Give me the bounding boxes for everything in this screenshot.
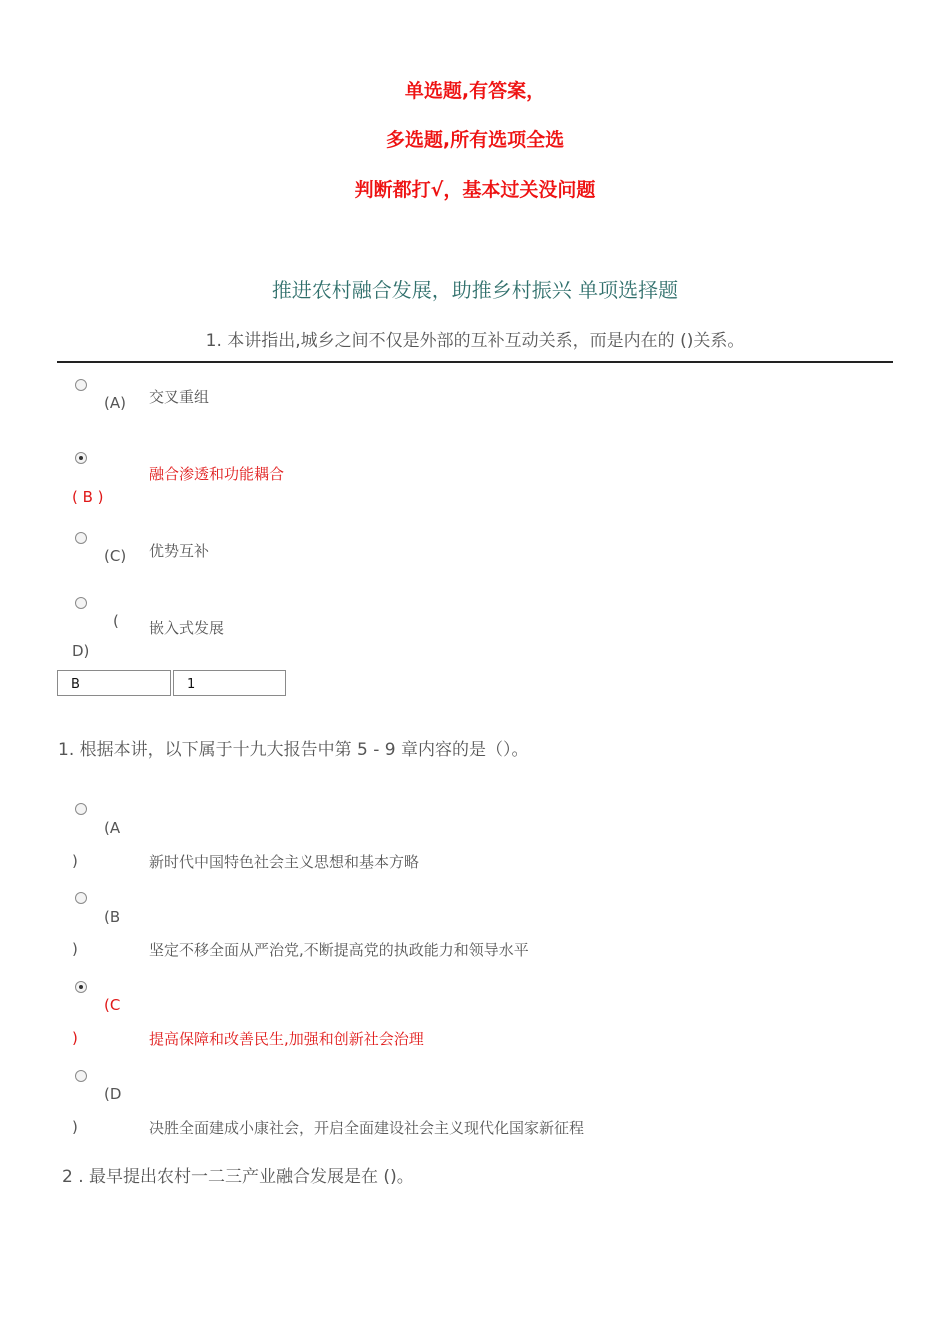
radio-q2-option-c[interactable] — [75, 981, 87, 993]
section-title: 推进农村融合发展，助推乡村振兴 单项选择题 — [271, 278, 679, 302]
question-3-text: 2 . 最早提出农村一二三产业融合发展是在 ()。 — [62, 1167, 414, 1187]
note-true-false: 判断都打√，基本过关没问题 — [354, 179, 596, 201]
radio-q2-option-a[interactable] — [75, 803, 87, 815]
q2-option-a-text: 新时代中国特色社会主义思想和基本方略 — [149, 853, 420, 871]
radio-q2-option-d[interactable] — [75, 1070, 87, 1082]
q1-option-d-letter-top: ( — [113, 612, 119, 630]
q2-option-a-letter-top: (A — [104, 819, 121, 837]
question-2-text: 1. 根据本讲，以下属于十九大报告中第 5 - 9 章内容的是（）。 — [58, 740, 529, 760]
radio-q1-option-a[interactable] — [75, 379, 87, 391]
q1-option-c-letter: (C) — [104, 547, 127, 565]
q2-option-c-letter-top: (C — [104, 996, 121, 1014]
q1-option-b-text: 融合渗透和功能耦合 — [149, 465, 285, 483]
q2-option-c-text: 提高保障和改善民生,加强和创新社会治理 — [149, 1030, 424, 1048]
question-1-text: 1. 本讲指出,城乡之间不仅是外部的互补互动关系，而是内在的 ()关系。 — [205, 331, 745, 351]
q2-option-b-letter-top: (B — [104, 908, 121, 926]
q2-option-d-letter-bottom: ) — [72, 1118, 78, 1136]
q1-option-d-text: 嵌入式发展 — [149, 619, 225, 637]
note-single-choice: 单选题,有答案， — [404, 80, 546, 102]
q2-option-a-letter-bottom: ) — [72, 852, 78, 870]
radio-q1-option-c[interactable] — [75, 532, 87, 544]
q1-option-a-letter: (A) — [104, 394, 126, 412]
q2-option-b-text: 坚定不移全面从严治党,不断提高党的执政能力和领导水平 — [149, 941, 529, 959]
radio-q1-option-d[interactable] — [75, 597, 87, 609]
answer-field[interactable]: B — [57, 670, 171, 696]
q1-option-b-letter: ( B ) — [72, 488, 104, 506]
q1-option-c-text: 优势互补 — [149, 542, 210, 560]
q2-option-b-letter-bottom: ) — [72, 940, 78, 958]
q1-option-a-text: 交叉重组 — [149, 388, 210, 406]
q2-option-d-letter-top: (D — [104, 1085, 122, 1103]
radio-q2-option-b[interactable] — [75, 892, 87, 904]
divider-line — [57, 361, 893, 363]
score-field[interactable]: 1 — [173, 670, 286, 696]
q2-option-c-letter-bottom: ) — [72, 1029, 78, 1047]
radio-q1-option-b[interactable] — [75, 452, 87, 464]
note-multiple-choice: 多选题,所有选项全选 — [385, 129, 565, 151]
q1-option-d-letter-bottom: D) — [72, 642, 90, 660]
q2-option-d-text: 决胜全面建成小康社会，开启全面建设社会主义现代化国家新征程 — [149, 1119, 585, 1137]
